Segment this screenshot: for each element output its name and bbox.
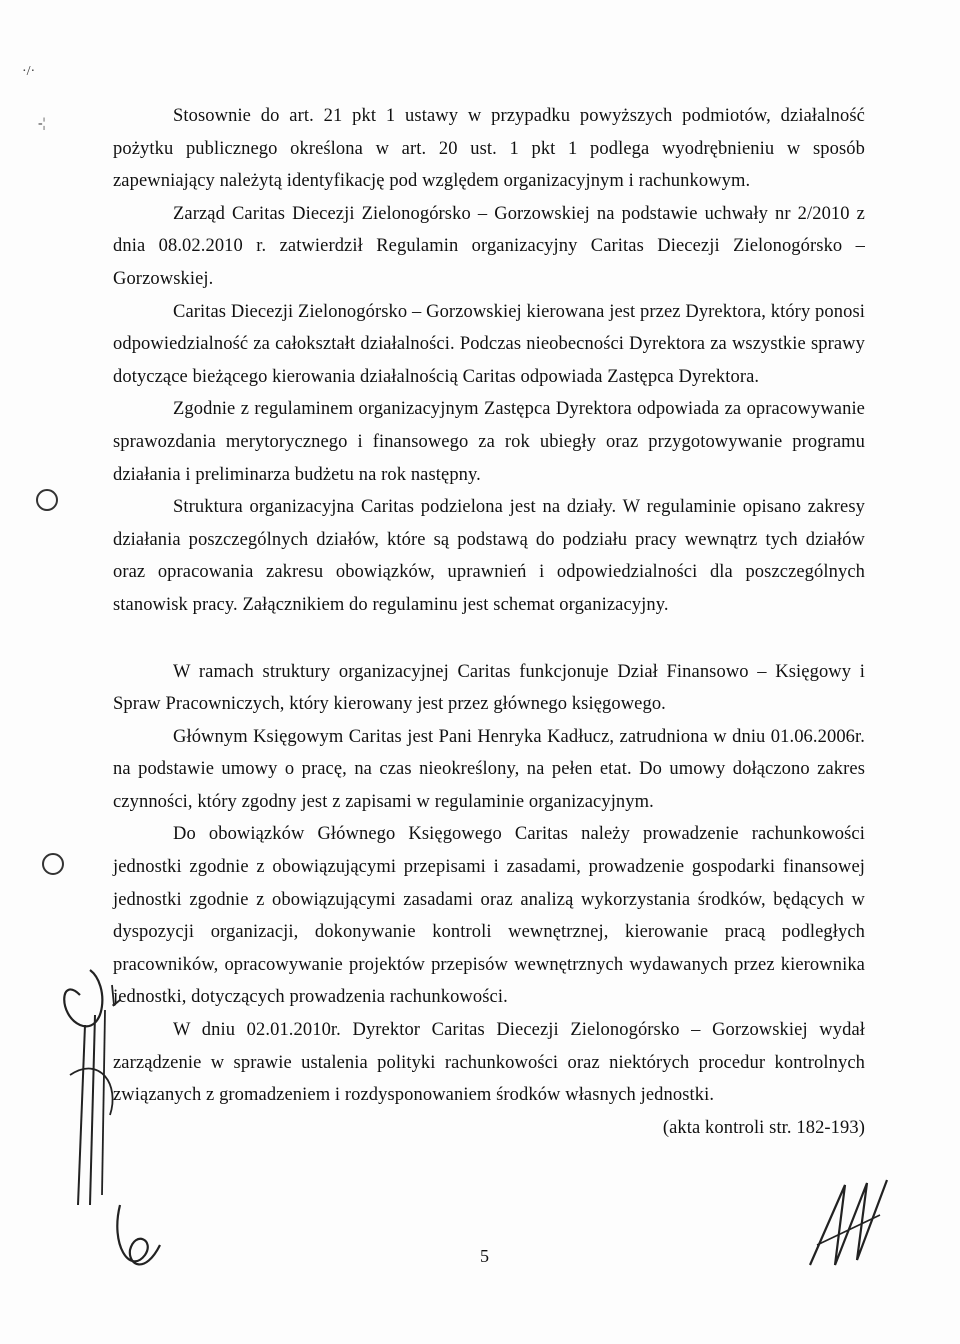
paragraph: W dniu 02.01.2010r. Dyrektor Caritas Diecezji Zielonogórsko – Gorzowskiej wydał zarządzenie w sprawie ustalenia polityki rachunkowości oraz niektórych procedur kontrolnych związanych z gromadzeniem i rozdysponowaniem środków własnych jednostki.	[113, 1020, 865, 1106]
paragraph: Głównym Księgowym Caritas jest Pani Henryka Kadłucz, zatrudniona w dniu 01.06.2006r. na podstawie umowy o pracę, na czas nieokreślony, na pełen etat. Do umowy dołączono zakres czynności, który zgodny jest z zapisami w regulaminie organizacyjnym.	[113, 726, 865, 812]
signature-mark-left	[50, 955, 170, 1325]
document-body	[113, 100, 865, 1144]
punch-hole	[42, 853, 64, 875]
punch-hole	[36, 489, 58, 511]
paragraph: W ramach struktury organizacyjnej Caritas funkcjonuje Dział Finansowo – Księgowy i Spraw Pracowniczych, który kierowany jest przez głównego księgowego.	[113, 661, 865, 715]
corner-mark: -¦	[38, 116, 46, 131]
document-reference: (akta kontroli str. 182-193)	[662, 1117, 865, 1138]
page-number: 5	[480, 1246, 489, 1266]
paragraph: Struktura organizacyjna Caritas podzielona jest na działy. W regulaminie opisano zakresy działania poszczególnych działów, które są podstawą do podziału pracy wewnątrz tych działów oraz opracowania zakresu obowiązków, uprawnień i odpowiedzialności dla poszczególnych stanowisk pracy. Załącznikiem do regulaminu jest schemat organizacyjny.	[113, 497, 865, 615]
paragraph: Caritas Diecezji Zielonogórsko – Gorzowskiej kierowana jest przez Dyrektora, który ponosi odpowiedzialność za całokształt działalności. Podczas nieobecności Dyrektora za wszystkie sprawy dotyczące bieżącego kierowania działalnością Caritas odpowiada Zastępca Dyrektora.	[113, 301, 865, 387]
paragraph: Zarząd Caritas Diecezji Zielonogórsko – Gorzowskiej na podstawie uchwały nr 2/2010 z dnia 08.02.2010 r. zatwierdził Regulamin organizacyjny Caritas Diecezji Zielonogórsko – Gorzowskiej.	[113, 203, 865, 289]
paragraph: Stosownie do art. 21 pkt 1 ustawy w przypadku powyższych podmiotów, działalność pożytku publicznego określona w art. 20 ust. 1 pkt 1 podlega wyodrębnieniu w sposób zapewniający należytą identyfikację pod względem organizacyjnym i rachunkowym.	[113, 106, 865, 192]
paragraph: Zgodnie z regulaminem organizacyjnym Zastępca Dyrektora odpowiada za opracowywanie sprawozdania merytorycznego i finansowego za rok ubiegły oraz przygotowywanie programu działania i preliminarza budżetu na rok następny.	[113, 399, 865, 485]
paragraph: Do obowiązków Głównego Księgowego Caritas należy prowadzenie rachunkowości jednostki zgodnie z obowiązującymi przepisami i zasadami, prowadzenie gospodarki finansowej jednostki zgodnie z obowiązującymi zasadami oraz analizą wykorzystania środków, będących w dyspozycji organizacji, dokonywanie kontroli wewnętrznej, kierowanie pracą podległych pracowników, opracowywanie projektów przepisów wewnętrznych wydawanych przez kierownika jednostki, dotyczących prowadzenia rachunkowości.	[113, 824, 865, 1008]
corner-mark: ·/·	[22, 64, 36, 79]
signature-mark-right	[805, 1175, 895, 1275]
